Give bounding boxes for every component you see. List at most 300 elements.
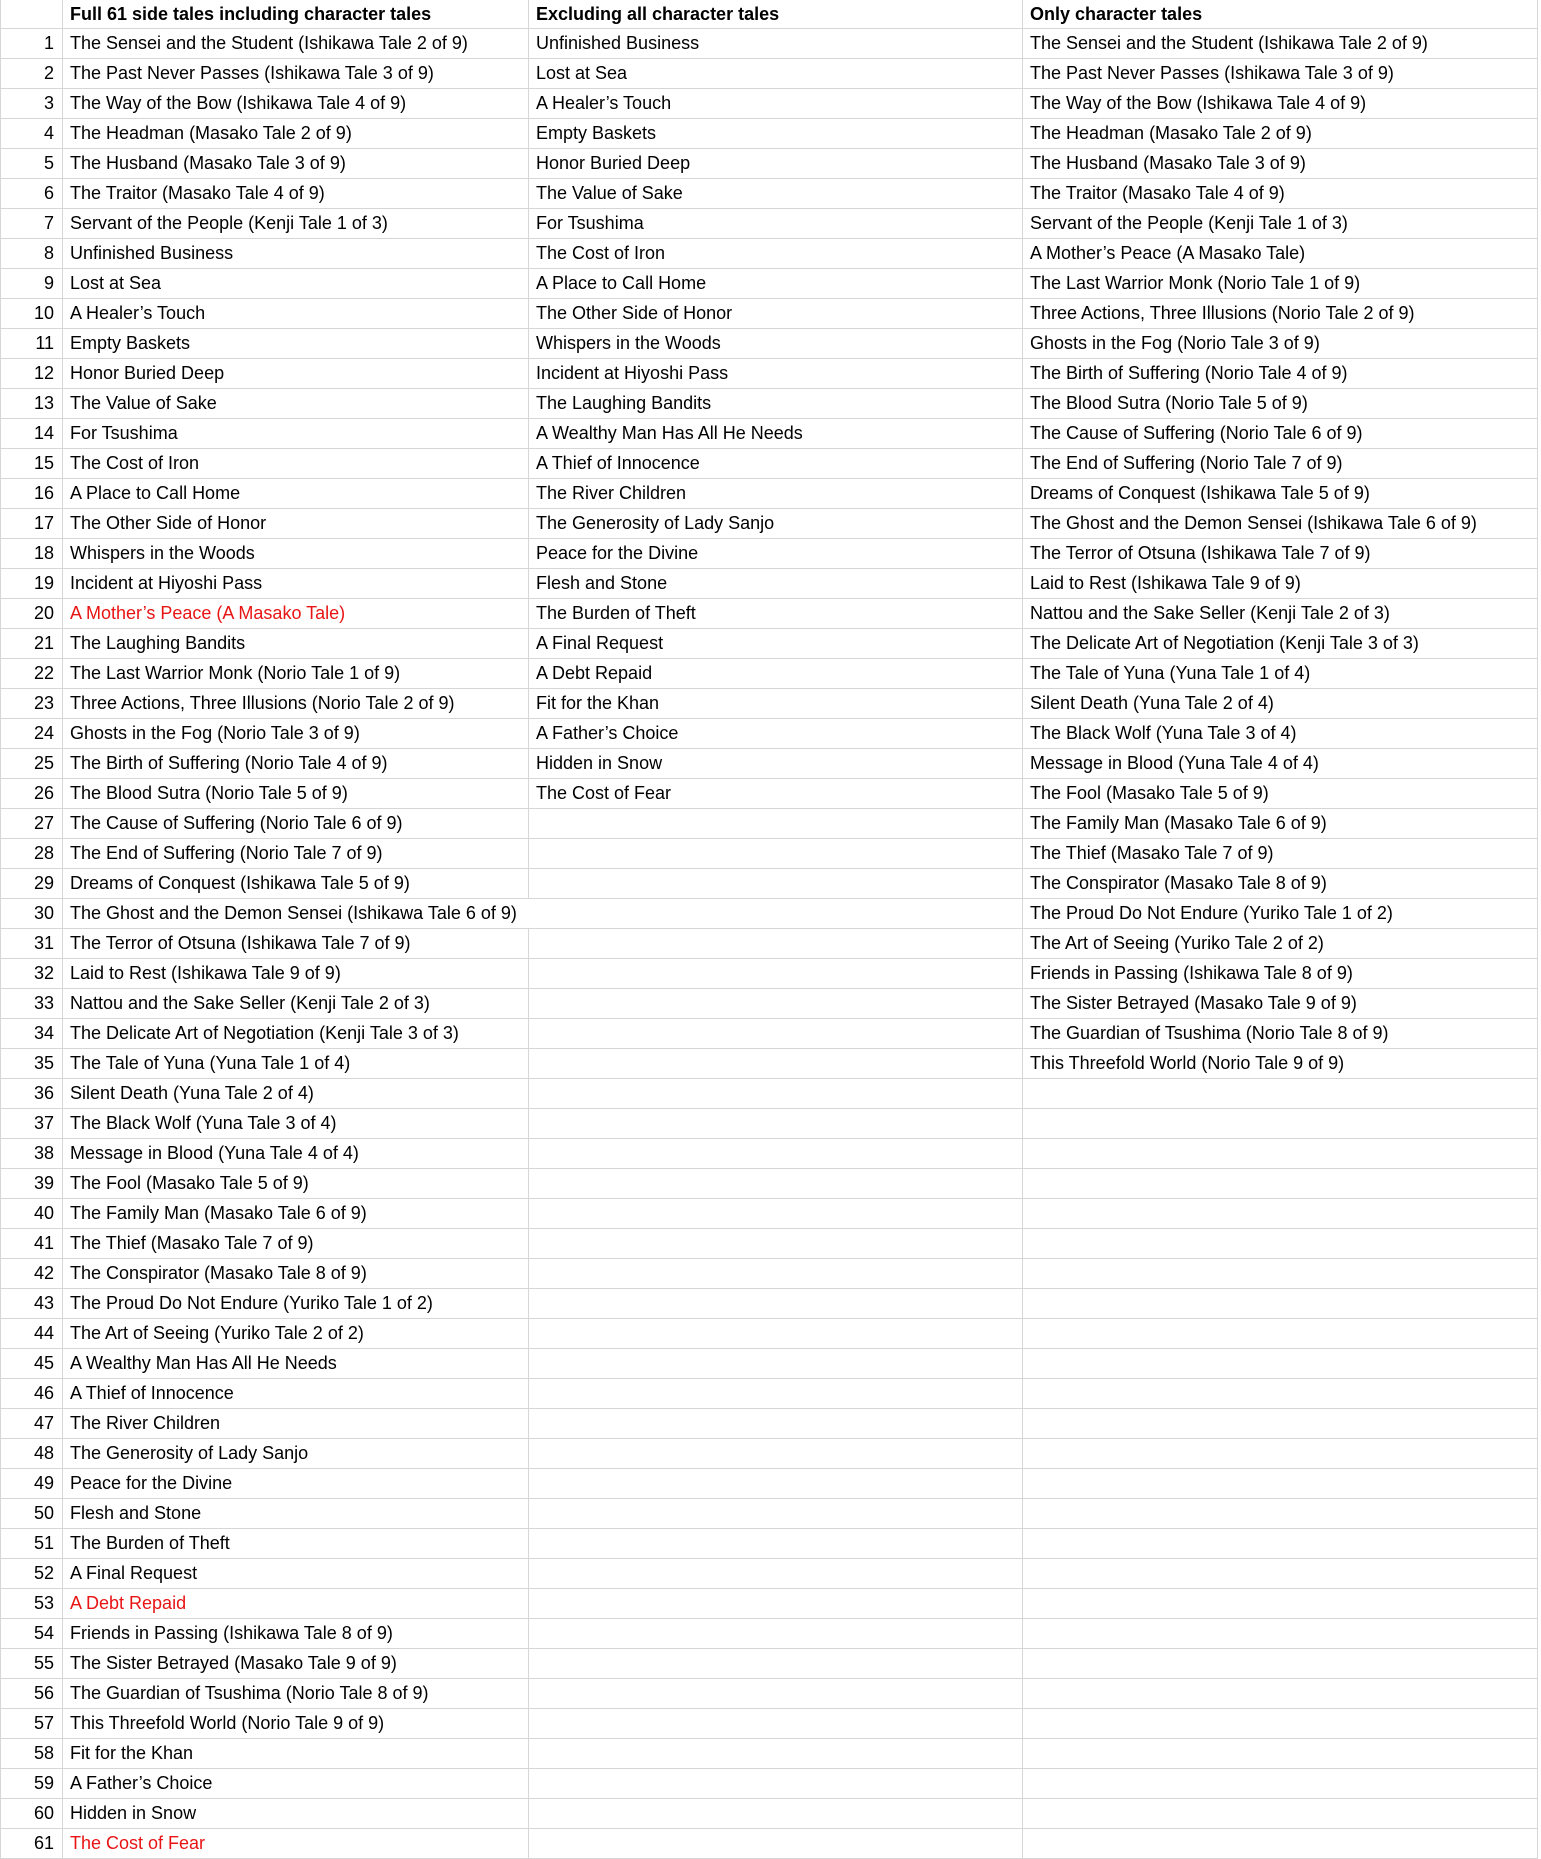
cell-excluding-list[interactable] bbox=[529, 1259, 1023, 1289]
cell-only-list[interactable] bbox=[1023, 1289, 1538, 1319]
row-number[interactable]: 54 bbox=[1, 1619, 63, 1649]
row-number[interactable]: 41 bbox=[1, 1229, 63, 1259]
cell-only-list[interactable]: The Past Never Passes (Ishikawa Tale 3 of 9) bbox=[1023, 59, 1538, 89]
cell-full-list[interactable]: The End of Suffering (Norio Tale 7 of 9) bbox=[63, 839, 529, 869]
sheet-row bbox=[1, 1559, 1538, 1589]
sheet-row bbox=[1, 1619, 1538, 1649]
cell-only-list[interactable]: The Proud Do Not Endure (Yuriko Tale 1 of 2) bbox=[1023, 899, 1538, 929]
cell-full-list[interactable]: The Other Side of Honor bbox=[63, 509, 529, 539]
cell-excluding-list[interactable] bbox=[529, 1559, 1023, 1589]
cell-excluding-list[interactable] bbox=[529, 1739, 1023, 1769]
cell-only-list[interactable]: The Conspirator (Masako Tale 8 of 9) bbox=[1023, 869, 1538, 899]
sheet-row bbox=[1, 1829, 1538, 1859]
cell-full-list[interactable]: The Last Warrior Monk (Norio Tale 1 of 9) bbox=[63, 659, 529, 689]
cell-excluding-list[interactable]: A Wealthy Man Has All He Needs bbox=[529, 419, 1023, 449]
cell-only-list[interactable]: Message in Blood (Yuna Tale 4 of 4) bbox=[1023, 749, 1538, 779]
cell-full-list[interactable]: The River Children bbox=[63, 1409, 529, 1439]
cell-only-list[interactable]: The Guardian of Tsushima (Norio Tale 8 of 9) bbox=[1023, 1019, 1538, 1049]
sheet-row bbox=[1, 269, 1538, 299]
cell-excluding-list[interactable] bbox=[529, 1169, 1023, 1199]
row-number[interactable]: 25 bbox=[1, 749, 63, 779]
cell-only-list[interactable] bbox=[1023, 1649, 1538, 1679]
cell-excluding-list[interactable] bbox=[529, 1619, 1023, 1649]
cell-excluding-list[interactable] bbox=[529, 1199, 1023, 1229]
sheet-row bbox=[1, 989, 1538, 1019]
cell-full-list[interactable]: The Cost of Iron bbox=[63, 449, 529, 479]
cell-excluding-list[interactable] bbox=[529, 1499, 1023, 1529]
cell-excluding-list[interactable] bbox=[529, 1139, 1023, 1169]
cell-excluding-list[interactable]: Whispers in the Woods bbox=[529, 329, 1023, 359]
cell-excluding-list[interactable] bbox=[529, 1589, 1023, 1619]
cell-full-list[interactable]: Message in Blood (Yuna Tale 4 of 4) bbox=[63, 1139, 529, 1169]
row-number[interactable]: 13 bbox=[1, 389, 63, 419]
cell-full-list[interactable]: The Sensei and the Student (Ishikawa Tale 2 of 9) bbox=[63, 29, 529, 59]
cell-only-list[interactable]: The Ghost and the Demon Sensei (Ishikawa Tale 6 of 9) bbox=[1023, 509, 1538, 539]
cell-only-list[interactable]: Laid to Rest (Ishikawa Tale 9 of 9) bbox=[1023, 569, 1538, 599]
sheet-row bbox=[1, 899, 1538, 929]
sheet-row bbox=[1, 209, 1538, 239]
sheet-row bbox=[1, 749, 1538, 779]
cell-full-list[interactable]: Incident at Hiyoshi Pass bbox=[63, 569, 529, 599]
cell-only-list[interactable]: The Tale of Yuna (Yuna Tale 1 of 4) bbox=[1023, 659, 1538, 689]
cell-only-list[interactable] bbox=[1023, 1319, 1538, 1349]
cell-excluding-list[interactable]: Lost at Sea bbox=[529, 59, 1023, 89]
cell-excluding-list[interactable] bbox=[529, 1649, 1023, 1679]
cell-full-list[interactable]: The Burden of Theft bbox=[63, 1529, 529, 1559]
cell-excluding-list[interactable] bbox=[529, 1109, 1023, 1139]
row-number[interactable]: 29 bbox=[1, 869, 63, 899]
row-number[interactable]: 38 bbox=[1, 1139, 63, 1169]
sheet-row bbox=[1, 1259, 1538, 1289]
sheet-row bbox=[1, 629, 1538, 659]
cell-excluding-list[interactable]: A Debt Repaid bbox=[529, 659, 1023, 689]
cell-only-list[interactable] bbox=[1023, 1589, 1538, 1619]
row-number[interactable]: 34 bbox=[1, 1019, 63, 1049]
sheet-row bbox=[1, 839, 1538, 869]
sheet-row bbox=[1, 869, 1538, 899]
cell-excluding-list[interactable] bbox=[529, 1439, 1023, 1469]
cell-excluding-list[interactable]: Empty Baskets bbox=[529, 119, 1023, 149]
sheet-row bbox=[1, 1469, 1538, 1499]
cell-excluding-list[interactable]: For Tsushima bbox=[529, 209, 1023, 239]
cell-full-list[interactable]: The Generosity of Lady Sanjo bbox=[63, 1439, 529, 1469]
row-number[interactable]: 4 bbox=[1, 119, 63, 149]
row-number[interactable]: 19 bbox=[1, 569, 63, 599]
cell-only-list[interactable]: The Headman (Masako Tale 2 of 9) bbox=[1023, 119, 1538, 149]
row-number[interactable]: 22 bbox=[1, 659, 63, 689]
cell-full-list[interactable]: The Ghost and the Demon Sensei (Ishikawa Tale 6 of 9) bbox=[63, 899, 529, 929]
cell-only-list[interactable]: The Cause of Suffering (Norio Tale 6 of 9) bbox=[1023, 419, 1538, 449]
row-number[interactable]: 28 bbox=[1, 839, 63, 869]
cell-full-list[interactable]: The Family Man (Masako Tale 6 of 9) bbox=[63, 1199, 529, 1229]
row-number[interactable]: 36 bbox=[1, 1079, 63, 1109]
sheet-row bbox=[1, 569, 1538, 599]
cell-only-list[interactable] bbox=[1023, 1679, 1538, 1709]
sheet-row bbox=[1, 419, 1538, 449]
cell-excluding-list[interactable] bbox=[529, 1349, 1023, 1379]
row-number[interactable]: 20 bbox=[1, 599, 63, 629]
cell-only-list[interactable]: This Threefold World (Norio Tale 9 of 9) bbox=[1023, 1049, 1538, 1079]
row-number[interactable]: 11 bbox=[1, 329, 63, 359]
cell-excluding-list[interactable]: A Place to Call Home bbox=[529, 269, 1023, 299]
cell-full-list[interactable]: Empty Baskets bbox=[63, 329, 529, 359]
cell-full-list[interactable]: A Thief of Innocence bbox=[63, 1379, 529, 1409]
cell-excluding-list[interactable] bbox=[529, 1469, 1023, 1499]
cell-excluding-list[interactable] bbox=[529, 1049, 1023, 1079]
sheet-row bbox=[1, 1289, 1538, 1319]
corner-cell[interactable] bbox=[1, 0, 63, 29]
sheet-row bbox=[1, 119, 1538, 149]
sheet-row bbox=[1, 1739, 1538, 1769]
sheet-body bbox=[1, 29, 1538, 1859]
sheet-row bbox=[1, 1229, 1538, 1259]
row-number[interactable]: 3 bbox=[1, 89, 63, 119]
sheet-row bbox=[1, 1799, 1538, 1829]
cell-only-list[interactable]: Dreams of Conquest (Ishikawa Tale 5 of 9) bbox=[1023, 479, 1538, 509]
row-number[interactable]: 17 bbox=[1, 509, 63, 539]
cell-excluding-list[interactable]: Incident at Hiyoshi Pass bbox=[529, 359, 1023, 389]
cell-full-list[interactable]: The Proud Do Not Endure (Yuriko Tale 1 of 2) bbox=[63, 1289, 529, 1319]
row-number[interactable]: 42 bbox=[1, 1259, 63, 1289]
cell-only-list[interactable]: The Sister Betrayed (Masako Tale 9 of 9) bbox=[1023, 989, 1538, 1019]
cell-full-list[interactable]: Dreams of Conquest (Ishikawa Tale 5 of 9) bbox=[63, 869, 529, 899]
cell-only-list[interactable]: The Birth of Suffering (Norio Tale 4 of 9) bbox=[1023, 359, 1538, 389]
sheet-row bbox=[1, 1379, 1538, 1409]
cell-excluding-list[interactable]: A Thief of Innocence bbox=[529, 449, 1023, 479]
row-number[interactable]: 46 bbox=[1, 1379, 63, 1409]
row-number[interactable]: 39 bbox=[1, 1169, 63, 1199]
cell-full-list[interactable]: The Terror of Otsuna (Ishikawa Tale 7 of 9) bbox=[63, 929, 529, 959]
sheet-row bbox=[1, 59, 1538, 89]
row-number[interactable]: 43 bbox=[1, 1289, 63, 1319]
row-number[interactable]: 9 bbox=[1, 269, 63, 299]
row-number[interactable]: 59 bbox=[1, 1769, 63, 1799]
row-number[interactable]: 55 bbox=[1, 1649, 63, 1679]
cell-excluding-list[interactable]: The Burden of Theft bbox=[529, 599, 1023, 629]
cell-only-list[interactable]: The Sensei and the Student (Ishikawa Tale 2 of 9) bbox=[1023, 29, 1538, 59]
column-header-excluding-list[interactable]: Excluding all character tales bbox=[529, 0, 1023, 29]
sheet-row bbox=[1, 689, 1538, 719]
cell-full-list[interactable]: The Blood Sutra (Norio Tale 5 of 9) bbox=[63, 779, 529, 809]
cell-full-list[interactable]: The Birth of Suffering (Norio Tale 4 of 9) bbox=[63, 749, 529, 779]
row-number[interactable]: 35 bbox=[1, 1049, 63, 1079]
cell-only-list[interactable] bbox=[1023, 1259, 1538, 1289]
cell-full-list[interactable]: A Wealthy Man Has All He Needs bbox=[63, 1349, 529, 1379]
cell-only-list[interactable]: The Family Man (Masako Tale 6 of 9) bbox=[1023, 809, 1538, 839]
cell-full-list[interactable]: Peace for the Divine bbox=[63, 1469, 529, 1499]
row-number[interactable]: 31 bbox=[1, 929, 63, 959]
cell-only-list[interactable]: The Black Wolf (Yuna Tale 3 of 4) bbox=[1023, 719, 1538, 749]
row-number[interactable]: 48 bbox=[1, 1439, 63, 1469]
sheet-row bbox=[1, 1199, 1538, 1229]
row-number[interactable]: 56 bbox=[1, 1679, 63, 1709]
sheet-row bbox=[1, 1409, 1538, 1439]
cell-only-list[interactable]: Servant of the People (Kenji Tale 1 of 3) bbox=[1023, 209, 1538, 239]
cell-full-list[interactable]: Servant of the People (Kenji Tale 1 of 3) bbox=[63, 209, 529, 239]
cell-only-list[interactable] bbox=[1023, 1379, 1538, 1409]
sheet-row bbox=[1, 149, 1538, 179]
row-number[interactable]: 49 bbox=[1, 1469, 63, 1499]
sheet-row bbox=[1, 299, 1538, 329]
sheet-row bbox=[1, 719, 1538, 749]
cell-full-list[interactable]: The Black Wolf (Yuna Tale 3 of 4) bbox=[63, 1109, 529, 1139]
cell-only-list[interactable] bbox=[1023, 1499, 1538, 1529]
sheet-row bbox=[1, 959, 1538, 989]
row-number[interactable]: 5 bbox=[1, 149, 63, 179]
cell-full-list[interactable]: The Tale of Yuna (Yuna Tale 1 of 4) bbox=[63, 1049, 529, 1079]
cell-only-list[interactable] bbox=[1023, 1709, 1538, 1739]
row-number[interactable]: 45 bbox=[1, 1349, 63, 1379]
cell-full-list[interactable]: Three Actions, Three Illusions (Norio Tale 2 of 9) bbox=[63, 689, 529, 719]
row-number[interactable]: 51 bbox=[1, 1529, 63, 1559]
row-number[interactable]: 58 bbox=[1, 1739, 63, 1769]
cell-excluding-list[interactable]: The Cost of Fear bbox=[529, 779, 1023, 809]
sheet-row bbox=[1, 1769, 1538, 1799]
cell-only-list[interactable] bbox=[1023, 1109, 1538, 1139]
cell-excluding-list[interactable]: Honor Buried Deep bbox=[529, 149, 1023, 179]
cell-full-list[interactable]: The Way of the Bow (Ishikawa Tale 4 of 9) bbox=[63, 89, 529, 119]
cell-full-list[interactable]: A Healer’s Touch bbox=[63, 299, 529, 329]
cell-full-list[interactable]: A Mother’s Peace (A Masako Tale) bbox=[63, 599, 529, 629]
cell-full-list[interactable]: Nattou and the Sake Seller (Kenji Tale 2 of 3) bbox=[63, 989, 529, 1019]
row-number[interactable]: 61 bbox=[1, 1829, 63, 1859]
cell-excluding-list[interactable]: Hidden in Snow bbox=[529, 749, 1023, 779]
cell-only-list[interactable]: The Terror of Otsuna (Ishikawa Tale 7 of 9) bbox=[1023, 539, 1538, 569]
sheet-row bbox=[1, 239, 1538, 269]
row-number[interactable]: 27 bbox=[1, 809, 63, 839]
cell-excluding-list[interactable]: Fit for the Khan bbox=[529, 689, 1023, 719]
cell-excluding-list[interactable] bbox=[529, 1769, 1023, 1799]
row-number[interactable]: 16 bbox=[1, 479, 63, 509]
sheet-row bbox=[1, 89, 1538, 119]
sheet-row bbox=[1, 359, 1538, 389]
cell-full-list[interactable]: Laid to Rest (Ishikawa Tale 9 of 9) bbox=[63, 959, 529, 989]
cell-excluding-list[interactable] bbox=[529, 1379, 1023, 1409]
sheet-row bbox=[1, 599, 1538, 629]
cell-excluding-list[interactable] bbox=[529, 1679, 1023, 1709]
cell-excluding-list[interactable] bbox=[529, 1079, 1023, 1109]
cell-full-list[interactable]: The Sister Betrayed (Masako Tale 9 of 9) bbox=[63, 1649, 529, 1679]
cell-excluding-list[interactable] bbox=[529, 989, 1023, 1019]
cell-full-list[interactable]: The Laughing Bandits bbox=[63, 629, 529, 659]
cell-excluding-list[interactable]: Peace for the Divine bbox=[529, 539, 1023, 569]
cell-only-list[interactable] bbox=[1023, 1439, 1538, 1469]
cell-full-list[interactable]: Honor Buried Deep bbox=[63, 359, 529, 389]
cell-excluding-list[interactable]: Flesh and Stone bbox=[529, 569, 1023, 599]
cell-full-list[interactable]: Hidden in Snow bbox=[63, 1799, 529, 1829]
cell-only-list[interactable] bbox=[1023, 1229, 1538, 1259]
row-number[interactable]: 47 bbox=[1, 1409, 63, 1439]
row-number[interactable]: 8 bbox=[1, 239, 63, 269]
cell-only-list[interactable]: The Thief (Masako Tale 7 of 9) bbox=[1023, 839, 1538, 869]
cell-full-list[interactable]: The Value of Sake bbox=[63, 389, 529, 419]
sheet-row bbox=[1, 779, 1538, 809]
cell-only-list[interactable]: The Traitor (Masako Tale 4 of 9) bbox=[1023, 179, 1538, 209]
cell-only-list[interactable]: Friends in Passing (Ishikawa Tale 8 of 9) bbox=[1023, 959, 1538, 989]
cell-excluding-list[interactable] bbox=[529, 1409, 1023, 1439]
row-number[interactable]: 18 bbox=[1, 539, 63, 569]
cell-only-list[interactable]: The Blood Sutra (Norio Tale 5 of 9) bbox=[1023, 389, 1538, 419]
row-number[interactable]: 53 bbox=[1, 1589, 63, 1619]
row-number[interactable]: 21 bbox=[1, 629, 63, 659]
cell-only-list[interactable]: The End of Suffering (Norio Tale 7 of 9) bbox=[1023, 449, 1538, 479]
cell-excluding-list[interactable]: A Final Request bbox=[529, 629, 1023, 659]
cell-excluding-list[interactable] bbox=[529, 809, 1023, 839]
cell-full-list[interactable]: Ghosts in the Fog (Norio Tale 3 of 9) bbox=[63, 719, 529, 749]
row-number[interactable]: 37 bbox=[1, 1109, 63, 1139]
cell-full-list[interactable]: The Cost of Fear bbox=[63, 1829, 529, 1859]
row-number[interactable]: 52 bbox=[1, 1559, 63, 1589]
row-number[interactable]: 30 bbox=[1, 899, 63, 929]
cell-full-list[interactable]: A Debt Repaid bbox=[63, 1589, 529, 1619]
row-number[interactable]: 12 bbox=[1, 359, 63, 389]
cell-only-list[interactable] bbox=[1023, 1169, 1538, 1199]
column-header-only-list[interactable]: Only character tales bbox=[1023, 0, 1538, 29]
cell-excluding-list[interactable] bbox=[529, 839, 1023, 869]
cell-full-list[interactable]: The Traitor (Masako Tale 4 of 9) bbox=[63, 179, 529, 209]
cell-excluding-list[interactable] bbox=[529, 1529, 1023, 1559]
cell-full-list[interactable]: Lost at Sea bbox=[63, 269, 529, 299]
cell-full-list[interactable]: This Threefold World (Norio Tale 9 of 9) bbox=[63, 1709, 529, 1739]
sheet-row bbox=[1, 1109, 1538, 1139]
cell-excluding-list[interactable]: A Father’s Choice bbox=[529, 719, 1023, 749]
cell-only-list[interactable]: Ghosts in the Fog (Norio Tale 3 of 9) bbox=[1023, 329, 1538, 359]
cell-full-list[interactable]: A Place to Call Home bbox=[63, 479, 529, 509]
cell-full-list[interactable]: Flesh and Stone bbox=[63, 1499, 529, 1529]
cell-excluding-list[interactable] bbox=[529, 899, 1023, 929]
cell-full-list[interactable]: Silent Death (Yuna Tale 2 of 4) bbox=[63, 1079, 529, 1109]
cell-only-list[interactable]: The Fool (Masako Tale 5 of 9) bbox=[1023, 779, 1538, 809]
column-header-full-list[interactable]: Full 61 side tales including character tales bbox=[63, 0, 529, 29]
cell-only-list[interactable] bbox=[1023, 1529, 1538, 1559]
sheet-row bbox=[1, 179, 1538, 209]
cell-full-list[interactable]: The Fool (Masako Tale 5 of 9) bbox=[63, 1169, 529, 1199]
row-number[interactable]: 10 bbox=[1, 299, 63, 329]
cell-full-list[interactable]: A Father’s Choice bbox=[63, 1769, 529, 1799]
cell-excluding-list[interactable] bbox=[529, 1229, 1023, 1259]
cell-only-list[interactable]: The Husband (Masako Tale 3 of 9) bbox=[1023, 149, 1538, 179]
cell-only-list[interactable] bbox=[1023, 1079, 1538, 1109]
cell-only-list[interactable]: The Way of the Bow (Ishikawa Tale 4 of 9) bbox=[1023, 89, 1538, 119]
row-number[interactable]: 6 bbox=[1, 179, 63, 209]
cell-full-list[interactable]: A Final Request bbox=[63, 1559, 529, 1589]
row-number[interactable]: 40 bbox=[1, 1199, 63, 1229]
cell-excluding-list[interactable]: The River Children bbox=[529, 479, 1023, 509]
sheet-row bbox=[1, 539, 1538, 569]
cell-full-list[interactable]: The Guardian of Tsushima (Norio Tale 8 of 9) bbox=[63, 1679, 529, 1709]
cell-full-list[interactable]: The Conspirator (Masako Tale 8 of 9) bbox=[63, 1259, 529, 1289]
cell-only-list[interactable] bbox=[1023, 1199, 1538, 1229]
sheet-row bbox=[1, 1079, 1538, 1109]
sheet-row bbox=[1, 1169, 1538, 1199]
cell-only-list[interactable] bbox=[1023, 1349, 1538, 1379]
row-number[interactable]: 44 bbox=[1, 1319, 63, 1349]
sheet-row bbox=[1, 1679, 1538, 1709]
sheet-row bbox=[1, 509, 1538, 539]
sheet-row bbox=[1, 449, 1538, 479]
row-number[interactable]: 23 bbox=[1, 689, 63, 719]
row-number[interactable]: 32 bbox=[1, 959, 63, 989]
row-number[interactable]: 33 bbox=[1, 989, 63, 1019]
cell-only-list[interactable] bbox=[1023, 1619, 1538, 1649]
cell-full-list[interactable]: The Past Never Passes (Ishikawa Tale 3 of 9) bbox=[63, 59, 529, 89]
cell-full-list[interactable]: Friends in Passing (Ishikawa Tale 8 of 9) bbox=[63, 1619, 529, 1649]
sheet-row bbox=[1, 1589, 1538, 1619]
sheet-row bbox=[1, 659, 1538, 689]
cell-full-list[interactable]: The Thief (Masako Tale 7 of 9) bbox=[63, 1229, 529, 1259]
cell-only-list[interactable] bbox=[1023, 1799, 1538, 1829]
sheet-row bbox=[1, 1049, 1538, 1079]
cell-full-list[interactable]: For Tsushima bbox=[63, 419, 529, 449]
cell-full-list[interactable]: The Husband (Masako Tale 3 of 9) bbox=[63, 149, 529, 179]
cell-only-list[interactable] bbox=[1023, 1559, 1538, 1589]
sheet-row bbox=[1, 389, 1538, 419]
cell-excluding-list[interactable] bbox=[529, 1829, 1023, 1859]
row-number[interactable]: 15 bbox=[1, 449, 63, 479]
cell-excluding-list[interactable] bbox=[529, 959, 1023, 989]
row-number[interactable]: 2 bbox=[1, 59, 63, 89]
row-number[interactable]: 24 bbox=[1, 719, 63, 749]
cell-only-list[interactable] bbox=[1023, 1409, 1538, 1439]
cell-excluding-list[interactable]: The Laughing Bandits bbox=[529, 389, 1023, 419]
cell-excluding-list[interactable] bbox=[529, 1019, 1023, 1049]
cell-only-list[interactable]: The Last Warrior Monk (Norio Tale 1 of 9) bbox=[1023, 269, 1538, 299]
cell-full-list[interactable]: The Headman (Masako Tale 2 of 9) bbox=[63, 119, 529, 149]
row-number[interactable]: 60 bbox=[1, 1799, 63, 1829]
cell-only-list[interactable]: Nattou and the Sake Seller (Kenji Tale 2 of 3) bbox=[1023, 599, 1538, 629]
cell-full-list[interactable]: The Art of Seeing (Yuriko Tale 2 of 2) bbox=[63, 1319, 529, 1349]
cell-only-list[interactable]: The Delicate Art of Negotiation (Kenji Tale 3 of 3) bbox=[1023, 629, 1538, 659]
cell-excluding-list[interactable] bbox=[529, 1319, 1023, 1349]
cell-full-list[interactable]: Whispers in the Woods bbox=[63, 539, 529, 569]
sheet-row bbox=[1, 1499, 1538, 1529]
cell-full-list[interactable]: Unfinished Business bbox=[63, 239, 529, 269]
sheet-row bbox=[1, 329, 1538, 359]
cell-excluding-list[interactable] bbox=[529, 929, 1023, 959]
cell-only-list[interactable]: A Mother’s Peace (A Masako Tale) bbox=[1023, 239, 1538, 269]
row-number[interactable]: 50 bbox=[1, 1499, 63, 1529]
cell-only-list[interactable] bbox=[1023, 1469, 1538, 1499]
row-number[interactable]: 7 bbox=[1, 209, 63, 239]
row-number[interactable]: 57 bbox=[1, 1709, 63, 1739]
cell-only-list[interactable] bbox=[1023, 1139, 1538, 1169]
sheet-header-row bbox=[1, 0, 1538, 29]
cell-full-list[interactable]: Fit for the Khan bbox=[63, 1739, 529, 1769]
cell-full-list[interactable]: The Delicate Art of Negotiation (Kenji Tale 3 of 3) bbox=[63, 1019, 529, 1049]
cell-excluding-list[interactable]: A Healer’s Touch bbox=[529, 89, 1023, 119]
row-number[interactable]: 1 bbox=[1, 29, 63, 59]
cell-only-list[interactable] bbox=[1023, 1769, 1538, 1799]
row-number[interactable]: 14 bbox=[1, 419, 63, 449]
cell-only-list[interactable]: Silent Death (Yuna Tale 2 of 4) bbox=[1023, 689, 1538, 719]
cell-excluding-list[interactable]: The Other Side of Honor bbox=[529, 299, 1023, 329]
row-number[interactable]: 26 bbox=[1, 779, 63, 809]
cell-only-list[interactable]: The Art of Seeing (Yuriko Tale 2 of 2) bbox=[1023, 929, 1538, 959]
cell-excluding-list[interactable]: The Generosity of Lady Sanjo bbox=[529, 509, 1023, 539]
cell-excluding-list[interactable] bbox=[529, 869, 1023, 899]
cell-excluding-list[interactable]: Unfinished Business bbox=[529, 29, 1023, 59]
cell-excluding-list[interactable]: The Cost of Iron bbox=[529, 239, 1023, 269]
cell-excluding-list[interactable]: The Value of Sake bbox=[529, 179, 1023, 209]
cell-full-list[interactable]: The Cause of Suffering (Norio Tale 6 of 9) bbox=[63, 809, 529, 839]
cell-only-list[interactable] bbox=[1023, 1739, 1538, 1769]
cell-excluding-list[interactable] bbox=[529, 1289, 1023, 1319]
cell-only-list[interactable]: Three Actions, Three Illusions (Norio Tale 2 of 9) bbox=[1023, 299, 1538, 329]
cell-excluding-list[interactable] bbox=[529, 1799, 1023, 1829]
cell-only-list[interactable] bbox=[1023, 1829, 1538, 1859]
cell-excluding-list[interactable] bbox=[529, 1709, 1023, 1739]
sheet-row bbox=[1, 1319, 1538, 1349]
